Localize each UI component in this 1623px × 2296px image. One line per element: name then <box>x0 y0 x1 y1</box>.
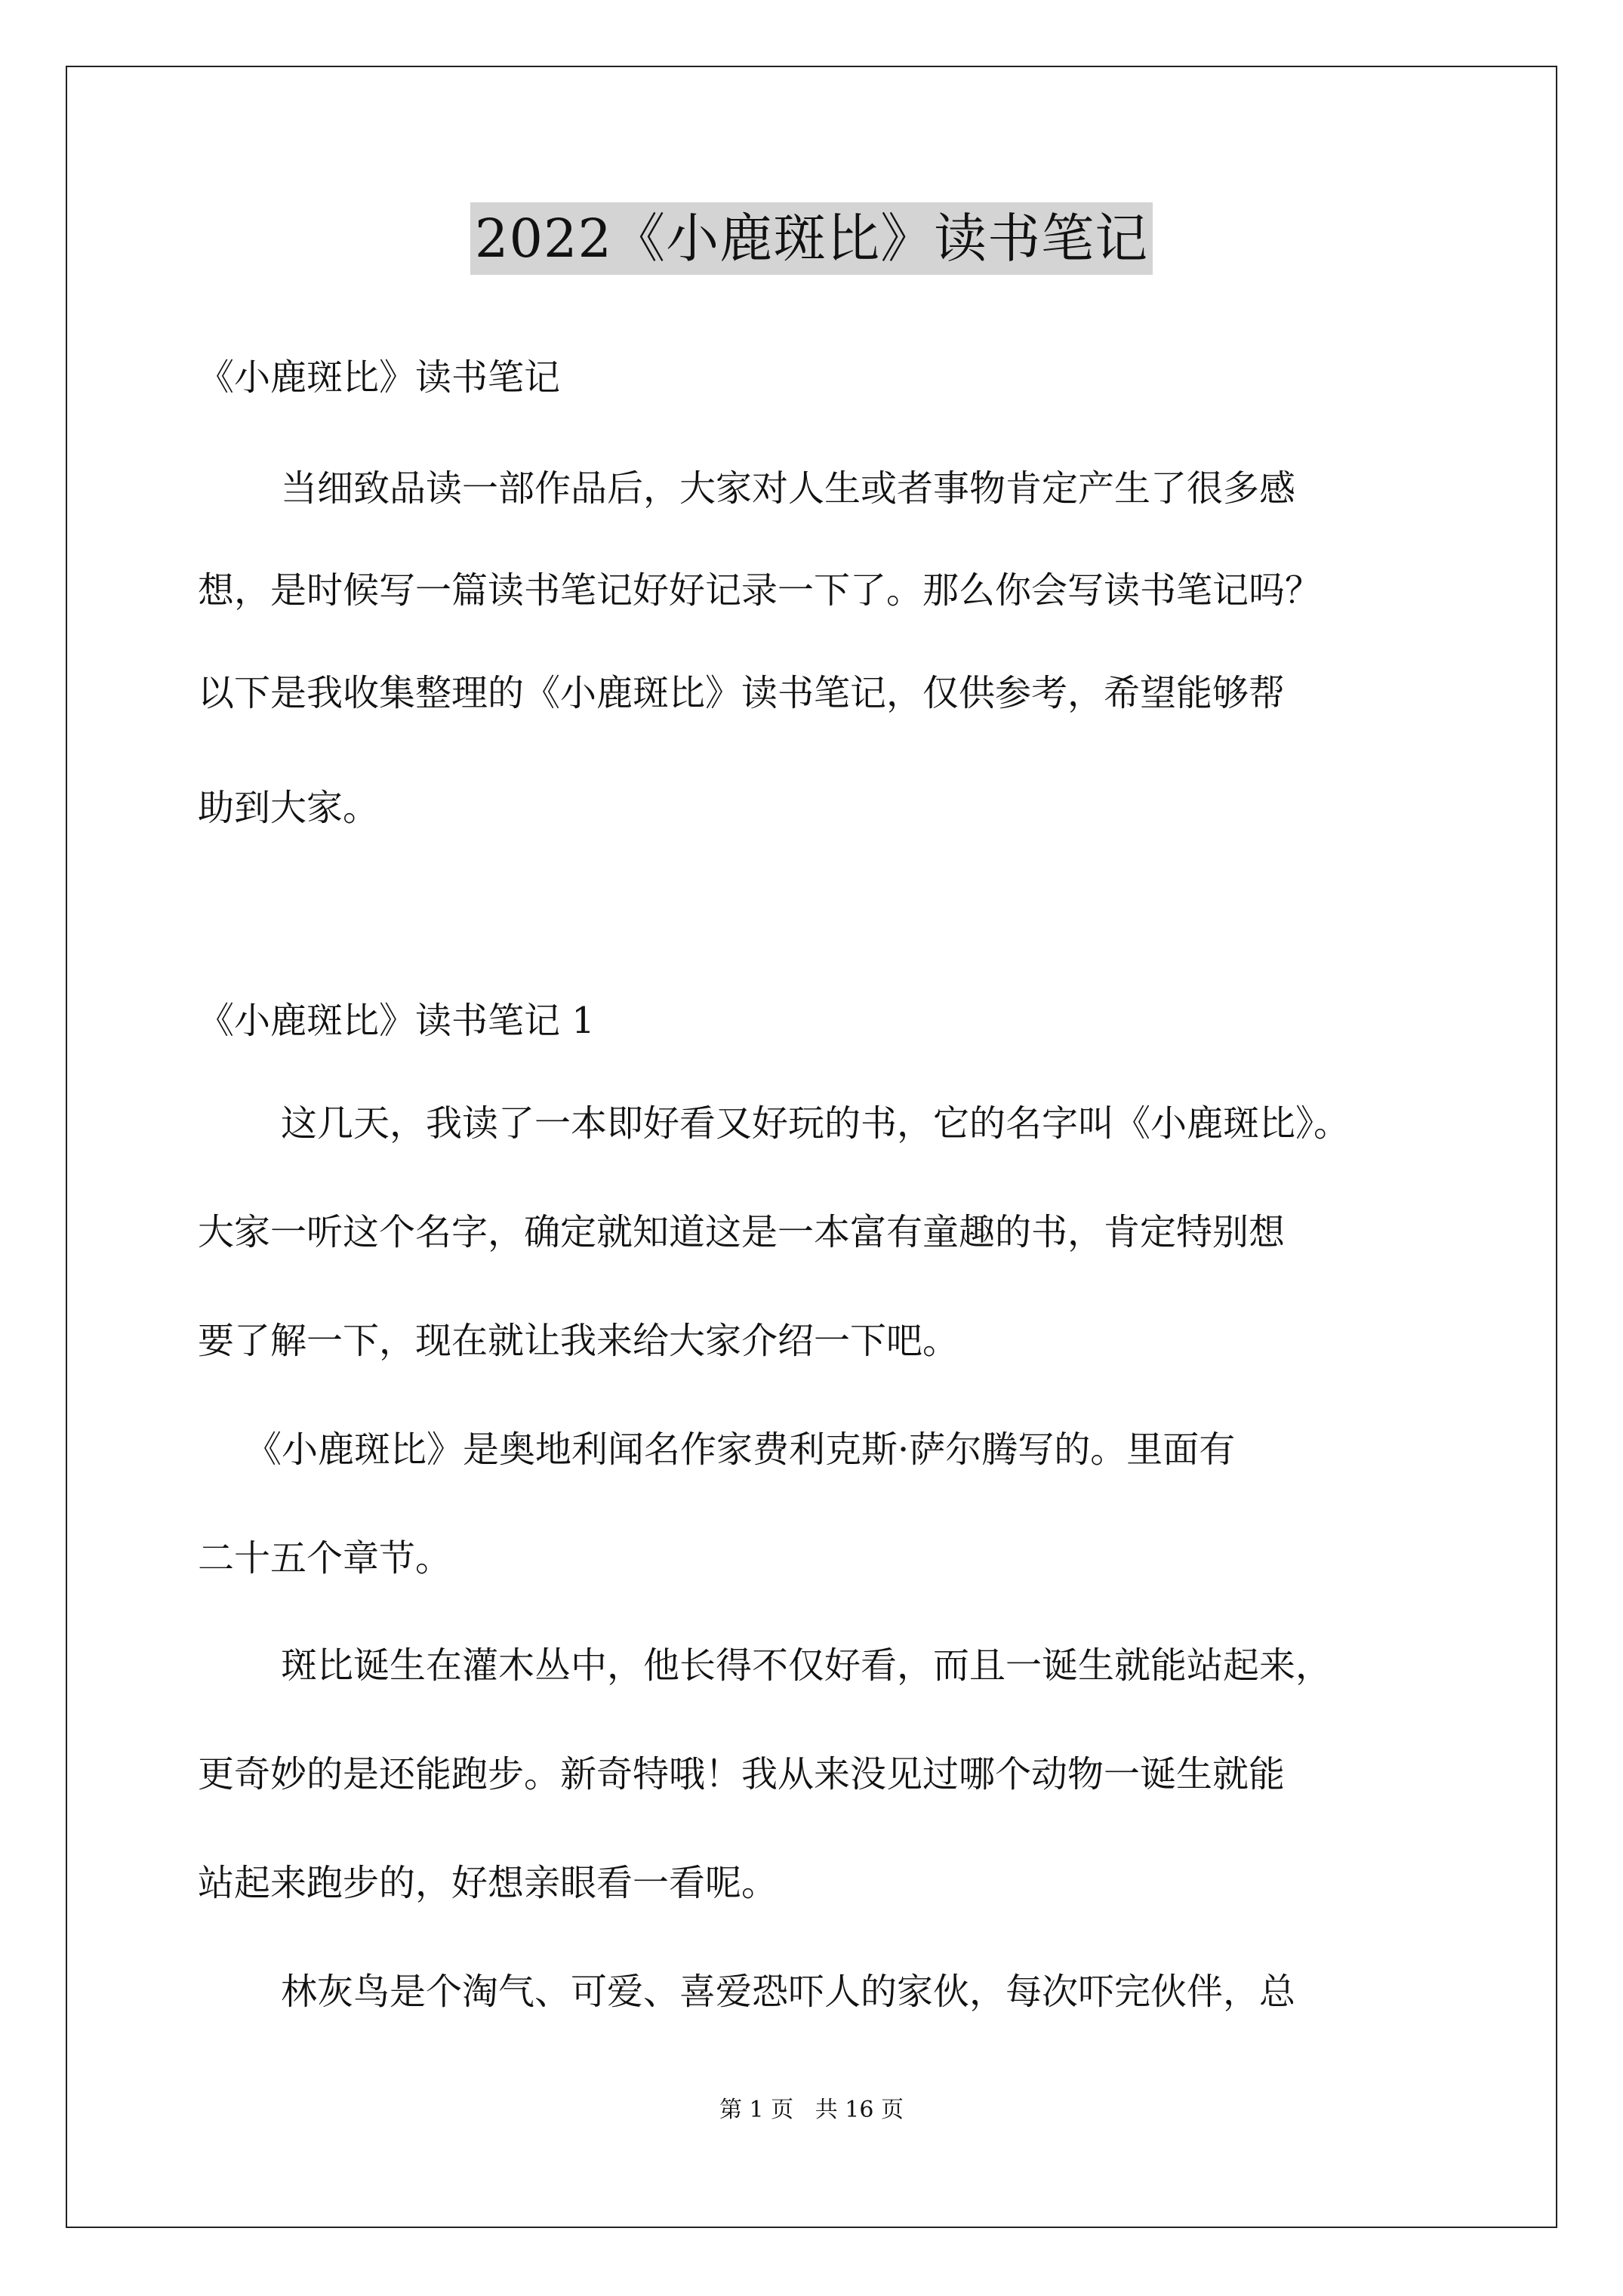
section-line-9: 林灰鸟是个淘气、可爱、喜爱恐吓人的家伙，每次吓完伙伴，总 <box>281 1971 1296 2013</box>
intro-line-3: 以下是我收集整理的《小鹿斑比》读书笔记，仅供参考，希望能够帮 <box>198 672 1286 714</box>
document-subtitle: 《小鹿斑比》读书笔记 <box>198 356 561 399</box>
section-line-8: 站起来跑步的，好想亲眼看一看呢。 <box>198 1862 778 1904</box>
document-title: 2022《小鹿斑比》读书笔记 <box>470 202 1153 275</box>
page-footer: 第 1 页 共 16 页 <box>719 2097 904 2123</box>
section-heading: 《小鹿斑比》读书笔记 1 <box>198 1000 595 1042</box>
section-line-3: 要了解一下，现在就让我来给大家介绍一下吧。 <box>198 1320 959 1362</box>
section-line-2: 大家一听这个名字，确定就知道这是一本富有童趣的书，肯定特别想 <box>198 1211 1286 1253</box>
intro-line-4: 助到大家。 <box>198 787 380 829</box>
intro-line-2: 想，是时候写一篇读书笔记好好记录一下了。那么你会写读书笔记吗？ <box>198 569 1322 612</box>
section-line-1: 这几天，我读了一本即好看又好玩的书，它的名字叫《小鹿斑比》。 <box>281 1102 1350 1145</box>
section-line-4: 《小鹿斑比》是奥地利闻名作家费利克斯·萨尔腾写的。里面有 <box>245 1428 1236 1471</box>
section-line-5: 二十五个章节。 <box>198 1537 452 1579</box>
intro-line-1: 当细致品读一部作品后，大家对人生或者事物肯定产生了很多感 <box>281 467 1296 510</box>
title-container <box>0 202 1623 275</box>
section-line-6: 斑比诞生在灌木丛中，他长得不仅好看，而且一诞生就能站起来， <box>281 1644 1332 1687</box>
section-line-7: 更奇妙的是还能跑步。新奇特哦！我从来没见过哪个动物一诞生就能 <box>198 1753 1286 1795</box>
